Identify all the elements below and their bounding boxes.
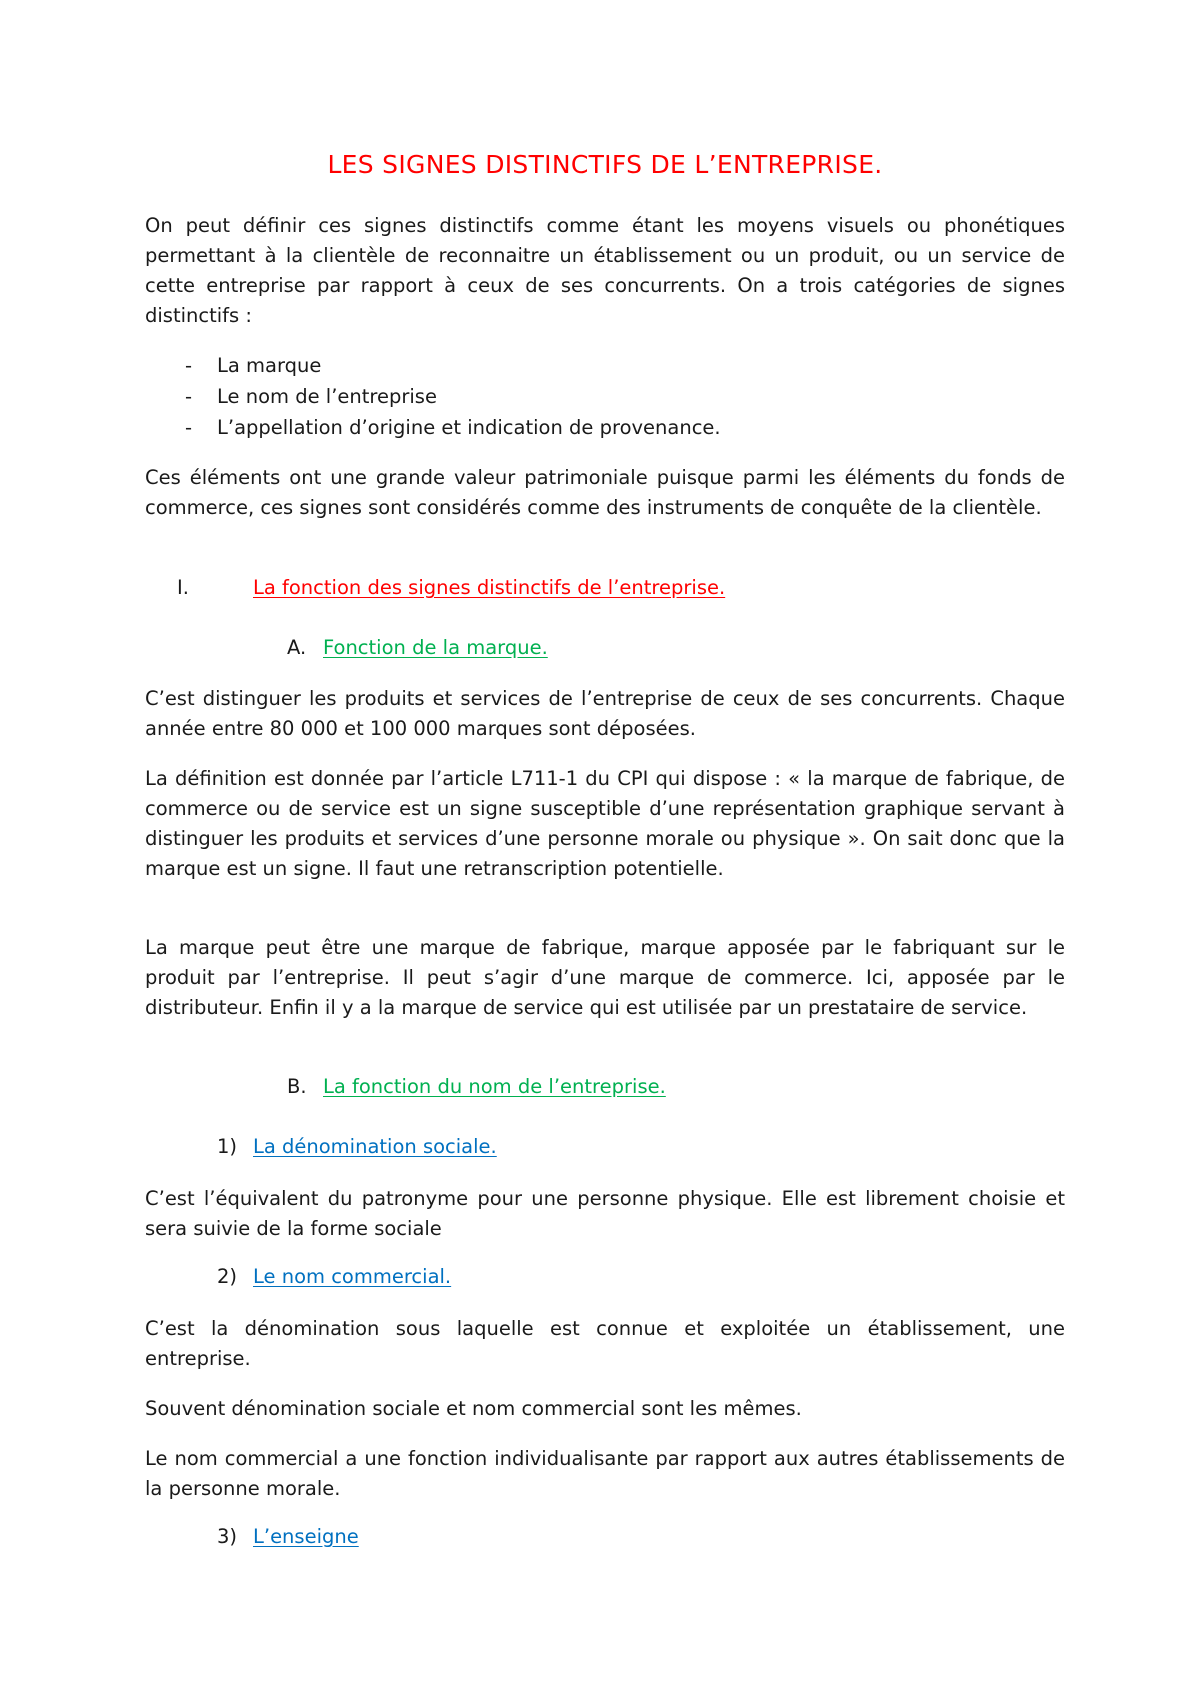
section-a-paragraph-3: La marque peut être une marque de fabrique, marque apposée par le fabriquant sur le produit par l’entreprise. Il peut s’agir d’une marque de commerce. Ici, apposée par le distributeur. Enfin il y a la marque de service qui est utilisée par un prestataire de service. [145,936,1065,1019]
subsection-2-paragraph-1: C’est la dénomination sous laquelle est connue et exploitée un établissement, une entreprise. [145,1317,1065,1370]
subsection-2-paragraph-3: Le nom commercial a une fonction individualisante par rapport aux autres établissements de la personne morale. [145,1447,1065,1500]
section-1-title: La fonction des signes distinctifs de l’entreprise. [253,576,726,599]
section-a-paragraph-1: C’est distinguer les produits et services de l’entreprise de ceux de ses concurrents. Chaque année entre 80 000 et 100 000 marques sont déposées. [145,687,1065,740]
list-item [145,350,1065,381]
list-item-label: L’appellation d’origine et indication de provenance. [217,416,721,439]
list-item [145,381,1065,412]
subsection-3-number: 3) [217,1525,238,1548]
section-a-title: Fonction de la marque. [323,636,548,659]
intro-paragraph: On peut définir ces signes distinctifs comme étant les moyens visuels ou phonétiques permettant à la clientèle de reconnaitre un établissement ou un produit, ou un service de cette entreprise par rapport à ceux de ses concurrents. On a trois catégories de signes distinctifs : [145,214,1065,327]
section-a-paragraph-2: La définition est donnée par l’article L711-1 du CPI qui dispose : « la marque de fabrique, de commerce ou de service est un signe susceptible d’une représentation graphique servant à distinguer les produits et services d’une personne morale ou physique ». On sait donc que la marque est un signe. Il faut une retranscription potentielle. [145,767,1065,880]
list-bullet: - [185,354,193,377]
subsection-2-number: 2) [217,1265,238,1288]
list-item-label: La marque [217,354,322,377]
section-b-title: La fonction du nom de l’entreprise. [323,1075,666,1098]
subsection-2-title: Le nom commercial. [253,1265,452,1288]
signs-list [145,350,1065,443]
section-a-number: A. [287,636,307,659]
subsection-1-title: La dénomination sociale. [253,1135,497,1158]
subsection-3-title: L’enseigne [253,1525,359,1548]
subsection-1-paragraph: C’est l’équivalent du patronyme pour une personne physique. Elle est librement choisie et sera suivie de la forme sociale [145,1187,1065,1240]
value-paragraph: Ces éléments ont une grande valeur patrimoniale puisque parmi les éléments du fonds de commerce, ces signes sont considérés comme des instruments de conquête de la clientèle. [145,466,1065,519]
section-1-number: I. [177,576,189,599]
document-title: LES SIGNES DISTINCTIFS DE L’ENTREPRISE. [327,150,883,179]
list-item-label: Le nom de l’entreprise [217,385,437,408]
list-bullet: - [185,385,193,408]
subsection-1-number: 1) [217,1135,238,1158]
list-item [145,412,1065,443]
subsection-2-paragraph-2: Souvent dénomination sociale et nom commercial sont les mêmes. [145,1397,802,1420]
section-b-number: B. [287,1075,307,1098]
list-bullet: - [185,416,193,439]
